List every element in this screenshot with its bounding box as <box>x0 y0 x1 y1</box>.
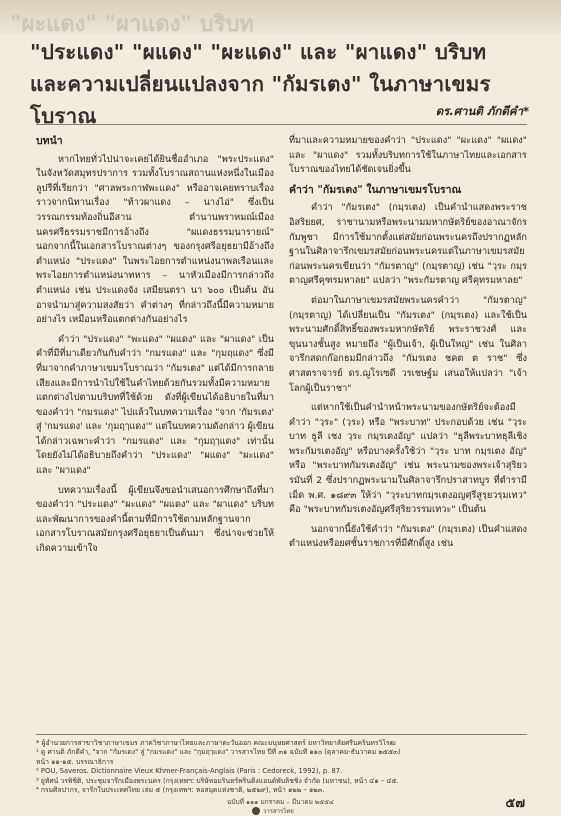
paragraph: บทความเรื่องนี้ ผู้เขียนจึงขอนำเสนอการศึกษาถึงที่มาของคำว่า "ประแดง" "ผะแดง" "ผแดง" และ "ผาแดง" บริบทและพัฒนาการของคำนี้ตามที่มีการใช้ตามหลักฐานจากเอกสารโบราณสมัยกรุงศรีอยุธยาเป็นต้นมา ซึ่งน่าจะช่วยให้เกิดความเข้าใจ <box>36 484 274 555</box>
logo-icon <box>252 807 260 815</box>
logo-text: วารสารไทย <box>263 808 294 815</box>
page-number: ๕๗ <box>505 796 525 811</box>
footnotes <box>36 734 527 795</box>
right-column <box>289 134 527 557</box>
title-line-1: "ประแดง" "ผแดง" "ผะแดง" และ "ผาแดง" บริบท <box>30 40 487 64</box>
paragraph: คำว่า "ประแดง" "พะแดง" "ผแดง" และ "ผาแดง" เป็นคำที่มีที่มาเดียวกันกับคำว่า "กมรแดง" และ "กุมฤแดง" ซึ่งมีที่มาจากคำภาษาเขมรโบราณว่า "กัมรเตง" แต่ได้มีการกลายเสียงและมีการนำไปใช้ในคำไทยด้วยกันรวมทั้งมีความหมายแตกต่างไปตามบริบทที่ใช้ด้วย ดังที่ผู้เขียนได้อธิบายในที่มาของคำว่า "กมรแดง" ไปแล้วในบทความเรื่อง "จาก 'กัมรเตง' สู่ 'กมรแดง' และ 'กุมฤๅแดง'" แต่ในบทความดังกล่าว ผู้เขียนได้กล่าวเฉพาะคำว่า "กมรแดง" และ "กุมฤๅแดง" เท่านั้น โดยยังไม่ได้อธิบายถึงคำว่า "ประแดง" "ผแดง" "ผะแดง" และ "ผาแดง" <box>36 333 274 477</box>
footnote: หน้า ๑๑-๑๕. บรรณาธิการ <box>36 757 114 766</box>
left-column <box>36 134 274 562</box>
issue-line: ฉบับที่ ๑๑๑ มกราคม – มีนาคม ๒๕๕๔ <box>227 798 334 806</box>
author-name: ดร.ศานติ ภักดีคำ* <box>435 104 529 118</box>
footnote: ¹ ดู ศานติ ภักดีคำ, "จาก "กัมรเตง" สู่ "กมรแดง" และ "กุมฤๅแดง" วารสารไทย ปีที่ ๓๑ ฉบับที่ ๑๑๐ (ตุลาคม-ธันวาคม ๒๕๕๓) <box>36 748 401 757</box>
section-heading-intro: บทนำ <box>36 135 63 147</box>
footnote: ⁴ กรมศิลปากร, จารึกในประเทศไทย เล่ม ๕ (กรุงเทพฯ: หอสมุดแห่งชาติ, ๒๕๒๙), หน้า ๑๒๒ – ๑๒๓. <box>36 786 325 795</box>
paragraph: แต่หากใช้เป็นคำนำหน้าพระนามของกษัตริย์จะต้องมีคำว่า "วฺระ" (วฺระ) หรือ "พระบาท" ประกอบด้วย เช่น "วฺระ บาท ธูลี เชง วฺระ กมฺรเตงอัญ" แปลว่า "ธุลีพระบาทธุลีเชิง พระกัมรเตงอัญ" หรือบางครั้งใช้ว่า "วฺระ บาท กมฺรเตง อัญ" หรือ "พระบาทกัมรเตงอัญ" เช่น พระนามของพระเจ้าสุริยวรมันที่ 2 ซึ่งปรากฏพระนามในศิลาจารึกปราสาทบูร ที่ตำรามีเม็ด พ.ศ. ๑๘๙๓ ให้ว่า "วฺระบาทกมฺรเตงอญศฺรีสูรฺยวรฺมเทว" คือ "พระบาทกัมรเตงอัญศรีสุริยวรรมเทวะ" เป็นต้น <box>289 402 527 516</box>
header-band <box>0 0 561 34</box>
header-band-text: "ผะแดง" "ผาแดง" บริบท <box>10 12 254 34</box>
title-divider <box>36 124 527 125</box>
footnote: * ผู้อำนวยการสาขาวิชาภาษาเขมร ภาควิชาภาษาไทยและภาษาตะวันออก คณะมนุษยศาสตร์ มหาวิทยาลัยศรีนครินทรวิโรฒ <box>36 739 396 747</box>
title-line-2: และความเปลี่ยนแปลงจาก "กัมรเตง" ในภาษาเขมรโบราณ <box>30 72 491 128</box>
paragraph: นอกจากนี้ยังใช้คำว่า "กัมรเตง" (กมฺรเตง) เป็นคำแสดงตำแหน่งหรือยศชั้นราชการที่มีศักดิ์สูง เช่น <box>289 523 527 550</box>
footnote: ² POU, Saveros. Dictionnaire Vieux Khmer-Français-Anglais (Paris : Cedoreck, 1992), p. 87. <box>36 767 343 776</box>
journal-logo <box>252 806 294 816</box>
footnote: ³ ยู่ทัศน์ วรพิชิติ, ประชุมจารึกเมืองพระนคร (กรุงเทพฯ: บริษัทอมรินทร์พริ้นติ้งแอนด์พับลิชชิ่ง จำกัด (มหาชน), หน้า ๔๑ – ๔๕. <box>36 776 399 785</box>
paragraph: หากไทยทั่วไปน่าจะเคยได้ยินชื่ออำเภอ "พระประแดง" ในจังหวัดสมุทรปราการ รวมทั้งโบราณสถานแห่งหนึ่งในเมืองลูปรีที่เรียกว่า "ศาลพระกาฬพะแดง" หรืออาจเคยทราบเรื่องราวจากนิทานเรื่อง "ท้าวผาแดง – นางไอ่" ซึ่งเป็นวรรณกรรมท้องถิ่นอีสาน ตำนานพราหมณ์เมืองนครศรีธรรมราชมีการอ้างถึง "ผแดงธรรมนารายณ์" นอกจากนี้ในเอกสารโบราณต่างๆ ของกรุงศรีอยุธยามีอ้างถึงตำแหน่ง "ประแดง" ในพระไอยการตำแหน่งนาพลเรือนและพระไอยการตำแหน่งนาทหาร – นาหัวเมืองมีการกล่าวถึงตำแหน่ง เช่น ประแดงจัง เสมียนตรา นา ๖๐๐ เป็นต้น อันอาจนำมาสู่ความสงสัยว่า คำต่างๆ ที่กล่าวถึงนี้มีความหมายอย่างไร เหมือนหรือแตกต่างกันอย่างไร <box>36 153 274 326</box>
section-heading-kamrateng: คำว่า "กัมรเตง" ในภาษาเขมรโบราณ <box>289 183 462 196</box>
paragraph: ต่อมาในภาษาเขมรสมัยพระนครคำว่า "กัมรตาญ" (กมฺรตาญ) ได้เปลี่ยนเป็น "กัมรเตง" (กมฺรเตง) และใช้เป็นพระนามศักดิ์สิทธิ์ของพระมหากษัตริย์ พระราชวงศ์ และขุนนางชั้นสูง หมายถึง "ผู้เป็นเจ้า, ผู้เป็นใหญ่" เช่น ในศิลาจารึกสดกก๊อกธมมีกล่าวถึง "กัมรเตง ชคต ต ราช" ซึ่งศาสตราจารย์ ดร.ฌูโรเซดี วรเชษฐ์ม เสนอให้แปลว่า "เจ้าโลกผู้เป็นราชา" <box>289 294 527 394</box>
paragraph-continued: ที่มาและความหมายของคำว่า "ประแดง" "ผะแดง" "ผแดง" และ "ผาแดง" รวมทั้งบริบทการใช้ในภาษาไทยและเอกสารโบราณของไทยได้ชัดเจนยิ่งขึ้น <box>289 135 527 176</box>
paragraph: คำว่า "กัมรเตง" (กมฺรเตง) เป็นคำนำแสดงพระราชอิสริยยศ, ราชานามหรือพระนามมหากษัตริย์ของอาณาจักรกัมพูชา มีการใช้มากตั้งแต่สมัยก่อนพระนครถึงปรากฏหลักฐานในศิลาจารึกเขมรสมัยก่อนพระนครแต่ในภาษาเขมรสมัยก่อนพระนครเขียนว่า "กัมรตาญ" (กมฺรตาญ) เช่น "วฺระ กมฺรตาญศรีคุฑรมหาลย" แปลว่า "พระกัมรตาญ ศรีคุทรมหาลย" <box>289 202 527 287</box>
